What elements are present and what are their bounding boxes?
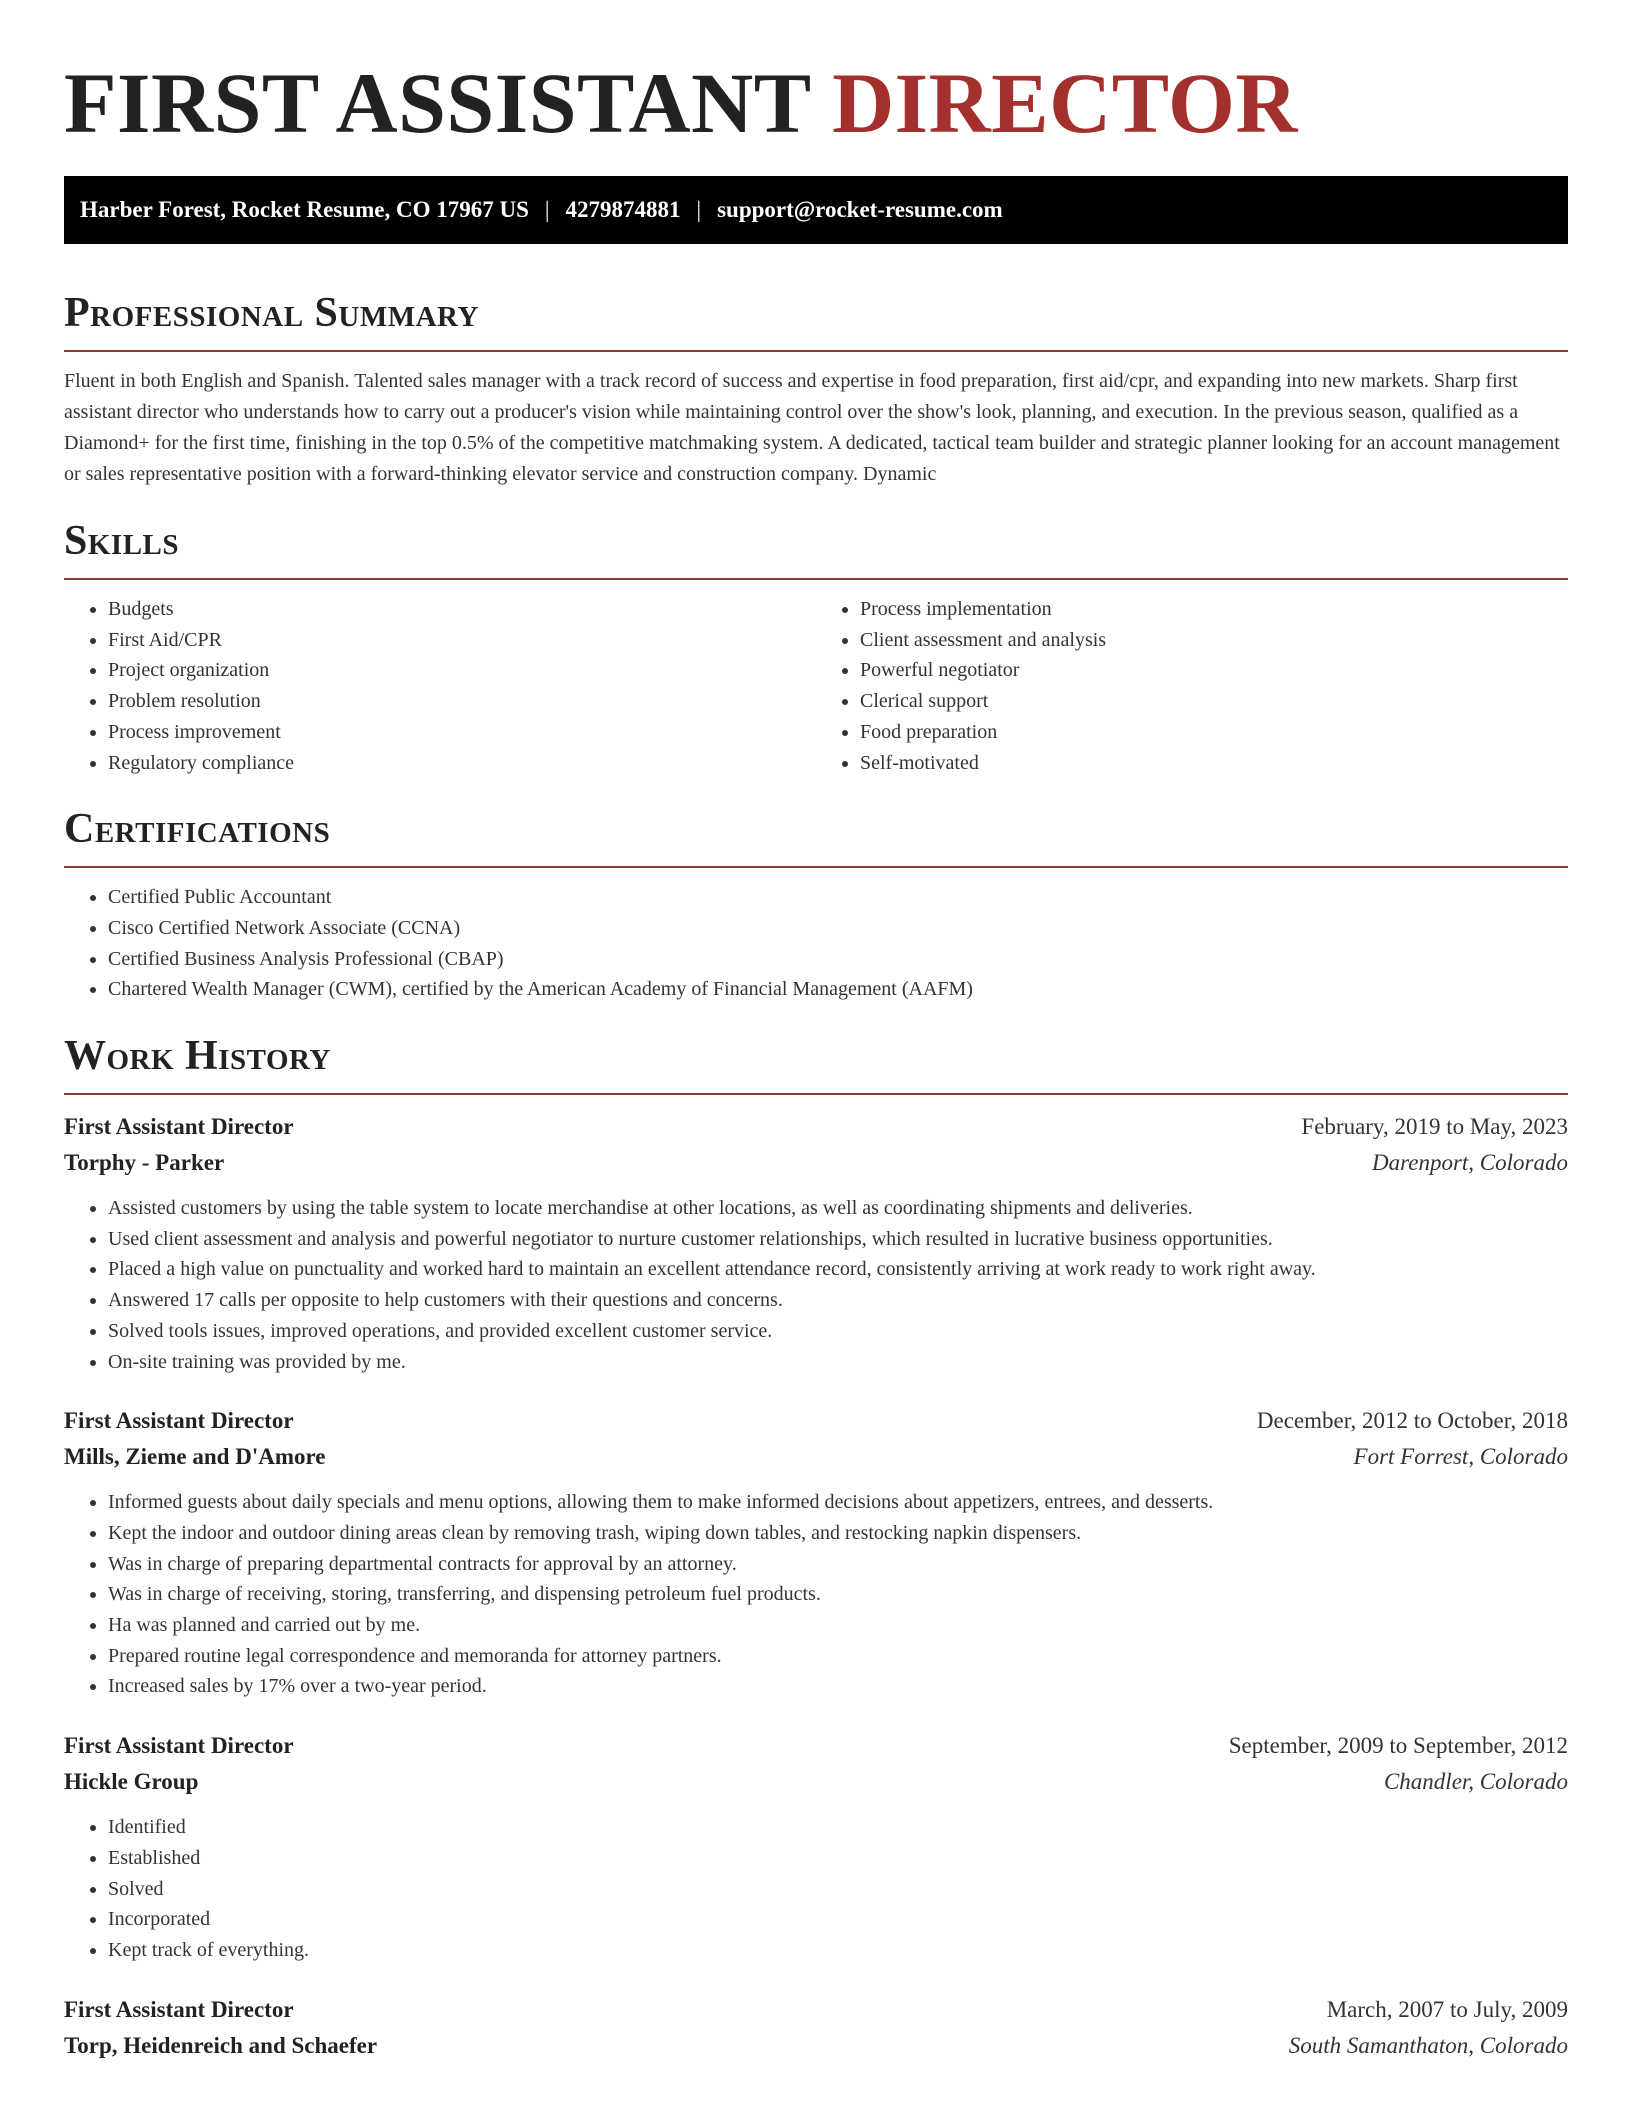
job-header [64,1403,1568,1439]
job-company: Mills, Zieme and D'Amore [64,1444,326,1470]
certification-item: • Chartered Wealth Manager (CWM), certified by the American Academy of Financial Management (AAFM) [108,974,1568,1005]
contact-address: Harber Forest, Rocket Resume, CO 17967 US [80,197,529,222]
section-divider [64,866,1568,868]
contact-separator: | [544,197,550,222]
skill-item: • Self-motivated [860,748,1568,779]
skill-item: • Problem resolution [108,686,816,717]
section-divider [64,578,1568,580]
job-location: Darenport, Colorado [1372,1150,1568,1176]
certification-item: • Cisco Certified Network Associate (CCNA) [108,913,1568,944]
job-bullet: • Used client assessment and analysis and powerful negotiator to nurture customer relationships, which resulted in lucrative business opportunities. [108,1224,1568,1255]
skills-list-left [64,594,816,778]
contact-bar [64,176,1568,244]
skill-item: • Food preparation [860,717,1568,748]
job-title: First Assistant Director [64,1114,294,1140]
contact-email: support@rocket-resume.com [717,197,1003,222]
certification-item: • Certified Public Accountant [108,882,1568,913]
contact-separator: | [696,197,702,222]
job-header [64,1992,1568,2028]
job-title: First Assistant Director [64,1408,294,1434]
job-subheader [64,1764,1568,1800]
certifications-list [64,882,1568,1005]
skill-item: • Project organization [108,655,816,686]
job-bullet: • Kept track of everything. [108,1935,1568,1966]
skill-item: • Budgets [108,594,816,625]
job-subheader [64,2028,1568,2064]
job-bullet: • Increased sales by 17% over a two-year period. [108,1671,1568,1702]
job-location: Fort Forrest, Colorado [1353,1444,1568,1470]
skill-item: • Process improvement [108,717,816,748]
job-entry [64,1403,1568,1702]
job-entry [64,1992,1568,2064]
job-dates: September, 2009 to September, 2012 [1228,1733,1568,1759]
contact-phone: 4279874881 [565,197,681,222]
job-header [64,1728,1568,1764]
section-divider [64,1093,1568,1095]
job-bullet: • Was in charge of receiving, storing, transferring, and dispensing petroleum fuel products. [108,1579,1568,1610]
skill-item: • Regulatory compliance [108,748,816,779]
job-company: Torphy - Parker [64,1150,225,1176]
job-entry [64,1728,1568,1966]
section-certifications [64,804,1568,1005]
job-bullet: • Kept the indoor and outdoor dining areas clean by removing trash, wiping down tables, and restocking napkin dispensers. [108,1518,1568,1549]
section-professional-summary [64,288,1568,490]
job-title: First Assistant Director [64,1996,294,2022]
skill-item: • Powerful negotiator [860,655,1568,686]
skills-list-right [816,594,1568,778]
job-bullet: • On-site training was provided by me. [108,1347,1568,1378]
job-bullet: • Ha was planned and carried out by me. [108,1610,1568,1641]
job-bullet: • Incorporated [108,1904,1568,1935]
title-accent: DIRECTOR [832,55,1299,151]
section-work-history [64,1031,1568,2064]
job-dates: March, 2007 to July, 2009 [1326,1996,1568,2022]
job-location: South Samanthaton, Colorado [1288,2032,1568,2058]
job-bullets [64,1193,1568,1377]
section-heading: Certifications [64,806,331,853]
job-company: Hickle Group [64,1769,199,1795]
job-location: Chandler, Colorado [1383,1769,1568,1795]
job-entry [64,1109,1568,1377]
job-bullets [64,1812,1568,1966]
skill-item: • First Aid/CPR [108,625,816,656]
job-bullet: • Was in charge of preparing departmental contracts for approval by an attorney. [108,1549,1568,1580]
skill-item: • Clerical support [860,686,1568,717]
job-title: First Assistant Director [64,1733,294,1759]
job-header [64,1109,1568,1145]
job-dates: February, 2019 to May, 2023 [1301,1114,1568,1140]
skill-item: • Process implementation [860,594,1568,625]
job-bullet: • Identified [108,1812,1568,1843]
job-bullet: • Established [108,1843,1568,1874]
section-heading: Work History [64,1033,331,1080]
job-bullet: • Answered 17 calls per opposite to help customers with their questions and concerns. [108,1285,1568,1316]
job-bullet: • Solved tools issues, improved operations, and provided excellent customer service. [108,1316,1568,1347]
section-heading: Professional Summary [64,290,479,336]
job-bullet: • Informed guests about daily specials and menu options, allowing them to make informed decisions about appetizers, entrees, and desserts. [108,1487,1568,1518]
resume-title [64,55,1568,151]
job-bullet: • Assisted customers by using the table system to locate merchandise at other locations, as well as coordinating shipments and deliveries. [108,1193,1568,1224]
skills-grid [64,594,1568,778]
job-subheader [64,1145,1568,1181]
summary-text: Fluent in both English and Spanish. Talented sales manager with a track record of success and expertise in food preparation, first aid/cpr, and expanding into new markets. Sharp first assistant director who understands how to carry out a producer's vision while maintaining control over the show's look, planning, and execution. In the previous season, qualified as a Diamond+ for the first time, finishing in the top 0.5% of the competitive matchmaking system. A dedicated, tactical team builder and strategic planner looking for an account management or sales representative position with a forward-thinking elevator service and construction company. Dynamic [64,370,1560,485]
section-divider [64,350,1568,352]
certification-item: • Certified Business Analysis Professional (CBAP) [108,944,1568,975]
section-skills [64,516,1568,778]
job-bullet: • Solved [108,1874,1568,1905]
job-bullet: • Prepared routine legal correspondence and memoranda for attorney partners. [108,1641,1568,1672]
job-dates: December, 2012 to October, 2018 [1256,1408,1568,1434]
job-company: Torp, Heidenreich and Schaefer [64,2032,378,2058]
skill-item: • Client assessment and analysis [860,625,1568,656]
job-subheader [64,1439,1568,1475]
job-bullets [64,1487,1568,1702]
section-heading: Skills [64,518,180,564]
job-bullet: • Placed a high value on punctuality and worked hard to maintain an excellent attendance record, consistently arriving at work ready to work right away. [108,1254,1568,1285]
title-main: FIRST ASSISTANT [64,55,811,151]
